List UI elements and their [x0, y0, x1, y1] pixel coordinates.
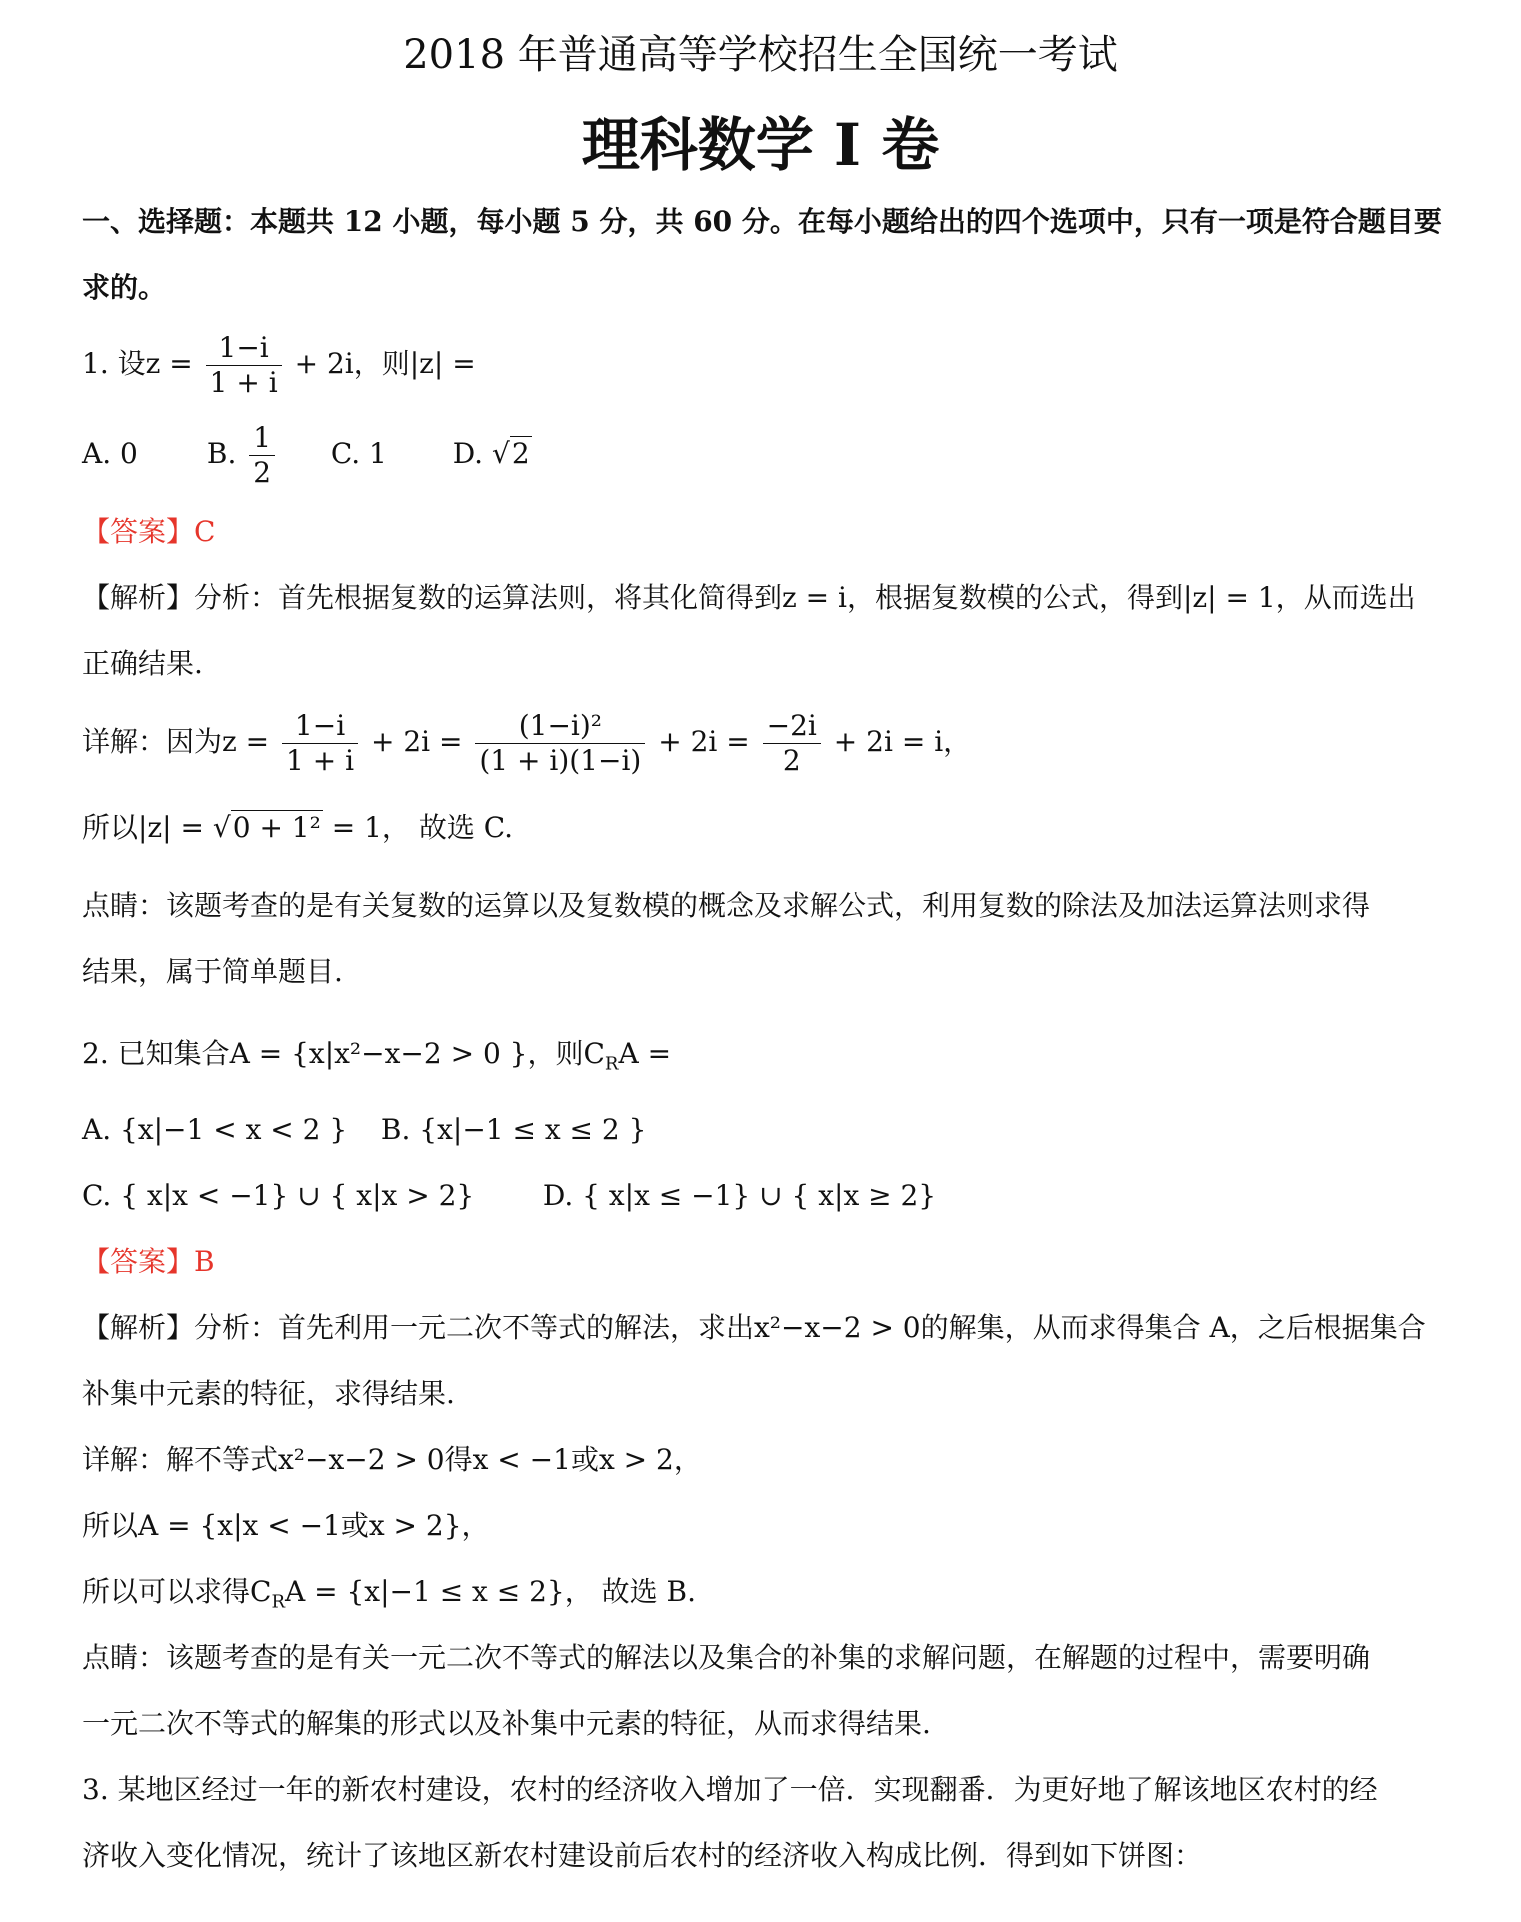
q1-conclusion: 所以|z| = √0 + 1² = 1， 故选 C. — [82, 811, 514, 844]
q1-detail-fraction-2 — [475, 709, 645, 778]
q1-detail — [82, 708, 971, 778]
q1-option-b — [207, 420, 322, 490]
q2-stem-text: 2. 已知集合A = {x|x²−x−2 > 0 }，则C — [82, 1037, 605, 1070]
q2-comment-line1: 点睛：该题考查的是有关一元二次不等式的解法以及集合的补集的求解问题，在解题的过程中，需要明确 — [82, 1641, 1371, 1674]
q2-stem-subscript: R — [604, 1053, 619, 1075]
q2-comment-line2: 一元二次不等式的解集的形式以及补集中元素的特征，从而求得结果. — [82, 1707, 931, 1740]
q2-detail-3 — [82, 1572, 696, 1623]
q2-detail-3-end: A = {x|−1 ≤ x ≤ 2}， 故选 B. — [285, 1575, 697, 1608]
question-3-line2: 济收入变化情况，统计了该地区新农村建设前后农村的经济收入构成比例．得到如下饼图： — [82, 1839, 1203, 1872]
q1-conclusion-radicand: 0 + 1² — [232, 811, 321, 844]
q1-detail-fraction-2-denominator: (1 + i)(1−i) — [479, 744, 642, 777]
q2-detail-3-prefix: 所以可以求得C — [82, 1575, 272, 1608]
q2-detail-3-subscript: R — [271, 1591, 285, 1613]
q1-option-b-label: B. — [206, 437, 237, 470]
q1-comment-line1: 点睛：该题考查的是有关复数的运算以及复数模的概念及求解公式，利用复数的除法及加法运算法则求得 — [82, 889, 1371, 922]
q1-comment-line2: 结果，属于简单题目. — [82, 955, 343, 988]
q1-option-d: D. √2 — [452, 437, 530, 470]
q1-option-b-denominator: 2 — [253, 456, 272, 489]
question-1-stem — [82, 330, 476, 400]
section-heading-line1: 一、选择题：本题共 12 小题，每小题 5 分，共 60 分。在每小题给出的四个选项中，只有一项是符合题目要 — [82, 205, 1442, 238]
q1-fraction — [206, 331, 282, 400]
q2-option-a: A. {x|−1 < x < 2 } — [82, 1113, 348, 1146]
q1-fraction-numerator: 1−i — [206, 331, 282, 366]
q1-option-c: C. 1 — [330, 437, 387, 470]
exam-subtitle: 2018 年普通高等学校招生全国统一考试 — [403, 32, 1118, 78]
q1-detail-fraction-2-numerator: (1−i)² — [475, 709, 645, 744]
q2-analysis-line2: 补集中元素的特征，求得结果. — [82, 1377, 455, 1410]
q1-option-a: A. 0 — [82, 437, 138, 470]
q2-option-c: C. { x|x < −1} ∪ { x|x > 2} — [82, 1179, 475, 1212]
q1-detail-mid-1: + 2i = — [370, 725, 463, 758]
question-2-options-row1 — [82, 1110, 646, 1150]
q1-detail-fraction-1-numerator: 1−i — [282, 709, 358, 744]
exam-title: 理科数学 I 卷 — [581, 111, 940, 179]
q1-detail-prefix: 详解：因为z = — [82, 725, 270, 758]
q1-detail-fraction-1 — [282, 709, 358, 778]
q2-detail-1: 详解：解不等式x²−x−2 > 0得x < −1或x > 2， — [82, 1443, 702, 1476]
q1-prefix: 1. 设z = — [82, 347, 193, 380]
q1-detail-fraction-3-numerator: −2i — [763, 709, 821, 744]
section-heading-line2: 求的。 — [82, 271, 167, 304]
q2-option-b: B. {x|−1 ≤ x ≤ 2 } — [380, 1113, 647, 1146]
q1-analysis-line1: 【解析】分析：首先根据复数的运算法则，将其化简得到z = i，根据复数模的公式，得到|z| = 1，从而选出 — [82, 581, 1416, 614]
q2-analysis-line1: 【解析】分析：首先利用一元二次不等式的解法，求出x²−x−2 > 0的解集，从而求得集合 A，之后根据集合 — [82, 1311, 1426, 1344]
q1-option-d-label: D. — [452, 437, 484, 470]
q1-conclusion-suffix: = 1， 故选 C. — [322, 811, 514, 844]
q1-detail-mid-2: + 2i = — [658, 725, 750, 758]
question-2-stem — [82, 1034, 671, 1085]
q1-detail-end: + 2i = i， — [833, 725, 972, 758]
q2-detail-2: 所以A = {x|x < −1或x > 2}， — [82, 1509, 490, 1542]
q2-answer: 【答案】B — [82, 1245, 215, 1278]
q1-detail-fraction-3-denominator: 2 — [782, 744, 801, 777]
q1-fraction-denominator: 1 + i — [209, 366, 278, 399]
q1-conclusion-prefix: 所以|z| = — [82, 811, 204, 844]
question-2-options-row2 — [82, 1176, 936, 1216]
q1-answer: 【答案】C — [82, 515, 216, 548]
question-1-options — [82, 420, 532, 490]
q2-stem-end: A = — [618, 1037, 672, 1070]
q2-option-d: D. { x|x ≤ −1} ∪ { x|x ≥ 2} — [542, 1179, 937, 1212]
q1-option-b-fraction — [249, 421, 275, 490]
q1-analysis-line2: 正确结果. — [82, 647, 203, 680]
q1-suffix: + 2i，则|z| = — [294, 347, 476, 380]
q1-detail-fraction-1-denominator: 1 + i — [286, 744, 355, 777]
q1-option-b-numerator: 1 — [249, 421, 275, 456]
q1-detail-fraction-3 — [763, 709, 821, 778]
question-3-line1: 3. 某地区经过一年的新农村建设，农村的经济收入增加了一倍．实现翻番．为更好地了解该地区农村的经 — [82, 1773, 1378, 1806]
q1-option-d-radicand: 2 — [511, 437, 530, 470]
